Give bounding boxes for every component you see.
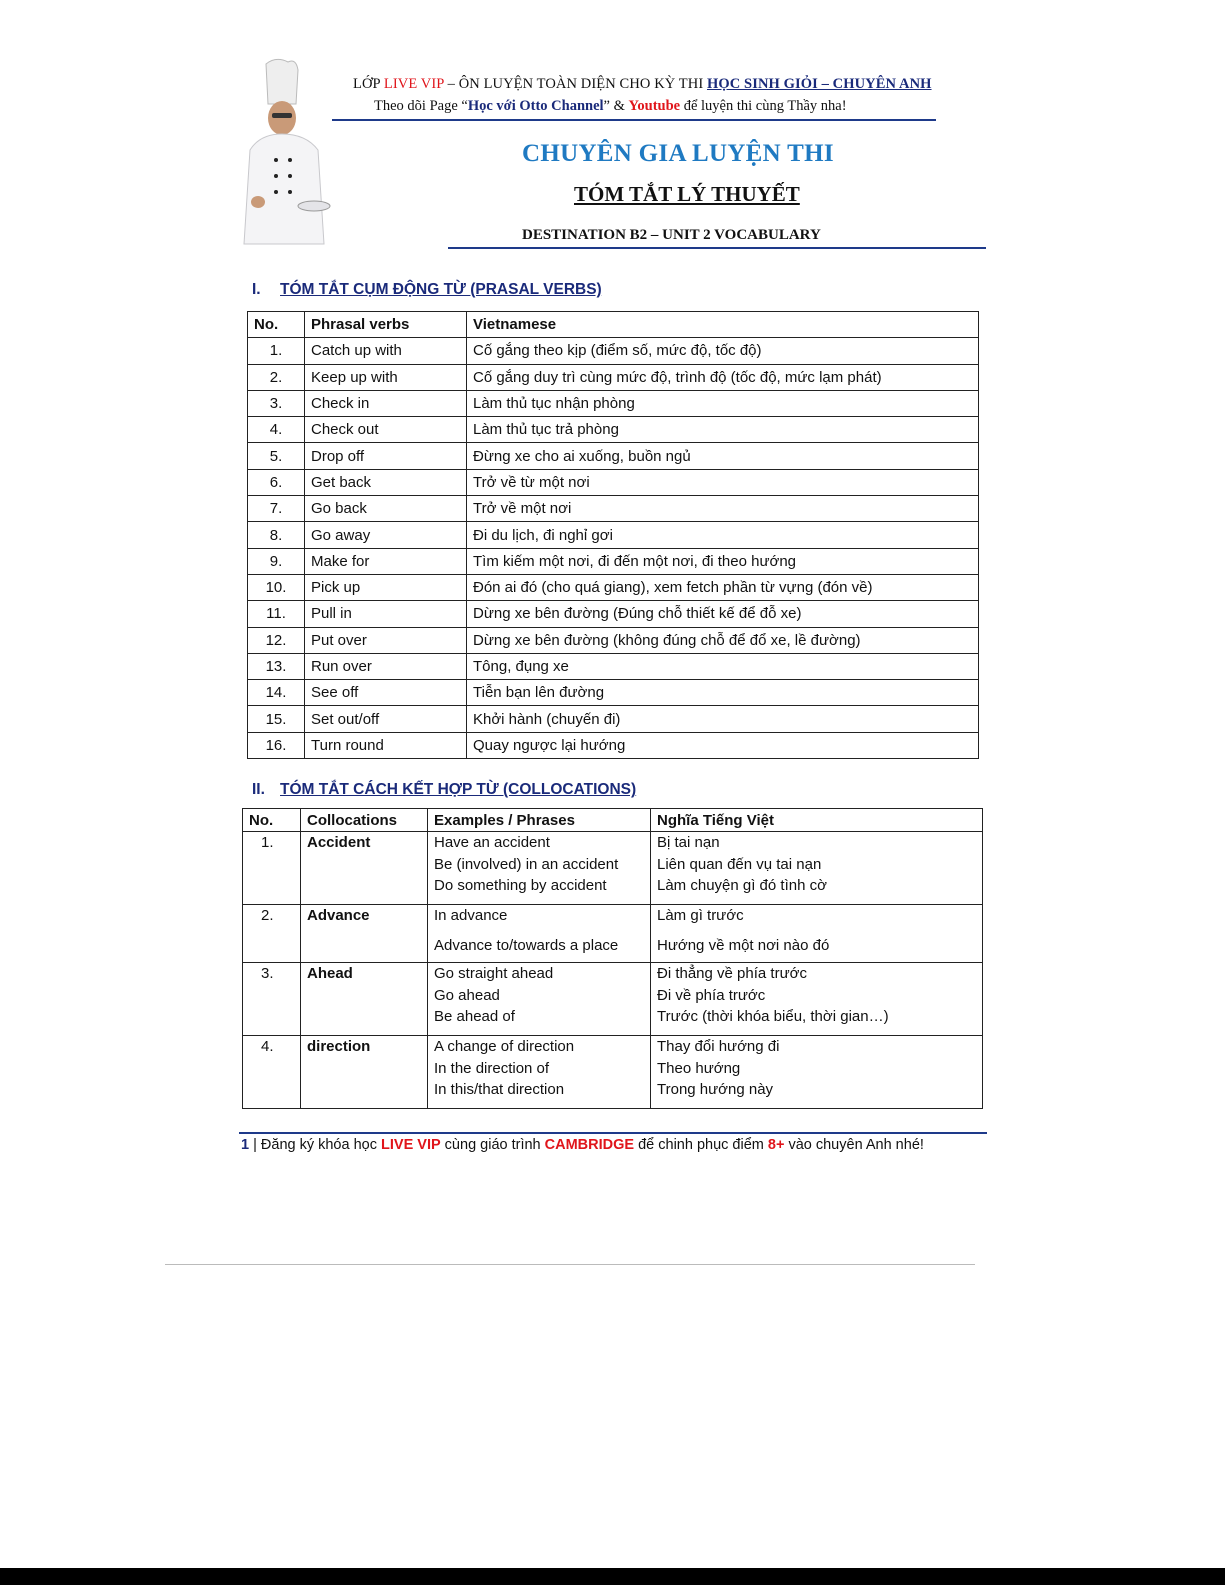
table-row: 14. See off Tiễn bạn lên đường [248, 680, 979, 706]
table-row: 8. Go away Đi du lịch, đi nghỉ gơi [248, 522, 979, 548]
table-row: 2. Advance In advance Advance to/towards a place Làm gì trước Hướng về một nơi nào đó [243, 905, 983, 963]
table-row: 9. Make for Tìm kiếm một nơi, đi đến một nơi, đi theo hướng [248, 548, 979, 574]
table-row: 10. Pick up Đón ai đó (cho quá giang), xem fetch phần từ vựng (đón về) [248, 574, 979, 600]
table-row: 1. Catch up with Cố gắng theo kịp (điểm số, mức độ, tốc độ) [248, 338, 979, 364]
header-divider [332, 119, 936, 121]
section-2-heading: II. TÓM TẮT CÁCH KẾT HỢP TỪ (COLLOCATIONS) [252, 781, 637, 798]
table-row: 5. Drop off Đừng xe cho ai xuống, buồn ngủ [248, 443, 979, 469]
chef-photo [236, 56, 336, 246]
col-header-examples: Examples / Phrases [428, 809, 651, 832]
collocations-table [242, 808, 983, 1109]
col-header-no: No. [248, 312, 305, 338]
section-1-heading: I. TÓM TẮT CỤM ĐỘNG TỪ (PRASAL VERBS) [252, 281, 602, 298]
page-subtitle: TÓM TẮT LÝ THUYẾT [574, 182, 800, 206]
footer-text: 1 | Đăng ký khóa học LIVE VIP cùng giáo trình CAMBRIDGE để chinh phục điểm 8+ vào chuyên Anh nhé! [241, 1137, 924, 1153]
phrasal-verbs-table [247, 311, 979, 759]
table-row: 15. Set out/off Khởi hành (chuyến đi) [248, 706, 979, 732]
table-row: 4. direction A change of direction In the direction of In this/that direction Thay đổi hướng đi Theo hướng Trong hướng này [243, 1036, 983, 1109]
footer-divider [239, 1132, 987, 1134]
col-header-meaning: Nghĩa Tiếng Việt [651, 809, 983, 832]
table-row: 3. Check in Làm thủ tục nhận phòng [248, 390, 979, 416]
table-row: 7. Go back Trở về một nơi [248, 496, 979, 522]
table-row: 16. Turn round Quay ngược lại hướng [248, 732, 979, 758]
header-line-1: LỚP LIVE VIP – ÔN LUYỆN TOÀN DIỆN CHO KỲ THI HỌC SINH GIỎI – CHUYÊN ANH [353, 76, 932, 92]
table-row: 11. Pull in Dừng xe bên đường (Đúng chỗ thiết kế để đỗ xe) [248, 601, 979, 627]
table-row: 3. Ahead Go straight ahead Go ahead Be ahead of Đi thẳng về phía trước Đi về phía trước Trước (thời khóa biểu, thời gian…) [243, 963, 983, 1036]
unit-title: DESTINATION B2 – UNIT 2 VOCABULARY [522, 227, 821, 243]
table-row: 6. Get back Trở về từ một nơi [248, 469, 979, 495]
page-title: CHUYÊN GIA LUYỆN THI [522, 140, 834, 167]
table-row: 2. Keep up with Cố gắng duy trì cùng mức độ, trình độ (tốc độ, mức lạm phát) [248, 364, 979, 390]
col-header-phrasal-verbs: Phrasal verbs [305, 312, 467, 338]
col-header-vietnamese: Vietnamese [467, 312, 979, 338]
title-divider [448, 247, 986, 249]
table-row: 1. Accident Have an accident Be (involved) in an accident Do something by accident Bị tai nạn Liên quan đến vụ tai nạn Làm chuyện gì đó tình cờ [243, 832, 983, 905]
table-row: 12. Put over Dừng xe bên đường (không đúng chỗ để đổ xe, lề đường) [248, 627, 979, 653]
table-row: 13. Run over Tông, đụng xe [248, 653, 979, 679]
bottom-bar [0, 1568, 1225, 1585]
page-number: 1 [241, 1137, 250, 1153]
col-header-collocations: Collocations [301, 809, 428, 832]
table-row: 4. Check out Làm thủ tục trả phòng [248, 417, 979, 443]
col-header-no: No. [243, 809, 301, 832]
header-line-2: Theo dõi Page “Học với Otto Channel” & Youtube để luyện thi cùng Thầy nha! [374, 98, 847, 114]
page-separator [165, 1264, 975, 1265]
